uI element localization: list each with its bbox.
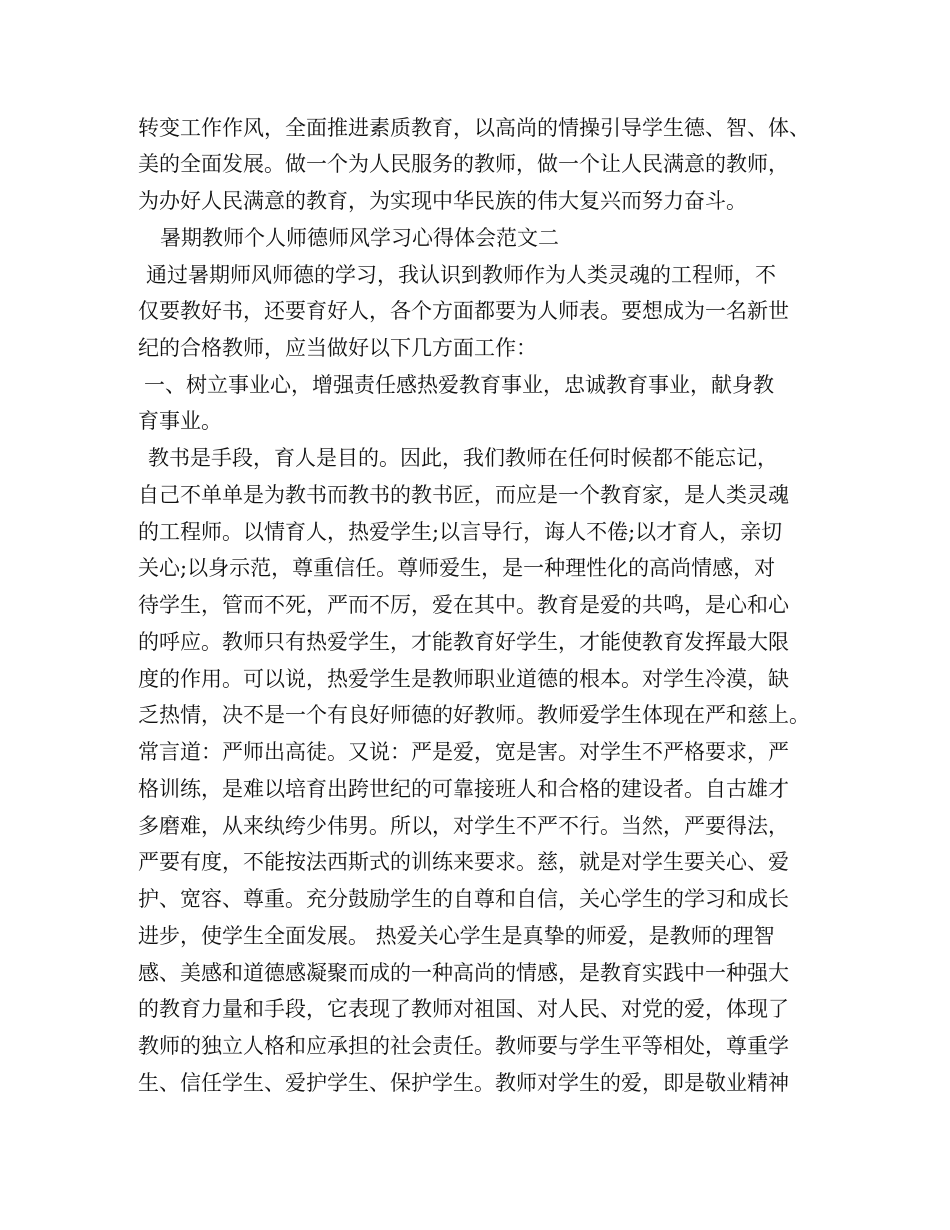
text-line: 待学生，管而不死，严而不厉，爱在其中。教育是爱的共鸣，是心和心	[138, 593, 789, 617]
text-line: 严要有度，不能按法西斯式的训练来要求。慈，就是对学生要关心、爱	[138, 850, 789, 874]
text-line: 仅要教好书，还要育好人，各个方面都要为人师表。要想成为一名新世	[138, 299, 789, 323]
text-line: 护、宽容、尊重。充分鼓励学生的自尊和自信，关心学生的学习和成长	[138, 887, 789, 911]
text-line: 关心;以身示范，尊重信任。尊师爱生，是一种理性化的高尚情感，对	[138, 556, 776, 580]
text-line: 教书是手段，育人是目的。因此，我们教师在任何时候都不能忘记，	[148, 446, 778, 470]
text-line: 转变工作作风，全面推进素质教育，以高尚的情操引导学生德、智、体、	[138, 116, 810, 140]
text-line: 乏热情，决不是一个有良好师德的好教师。教师爱学生体现在严和慈上。	[138, 703, 810, 727]
text-line: 生、信任学生、爱护学生、保护学生。教师对学生的爱，即是敬业精神	[138, 1071, 789, 1095]
text-line: 纪的合格教师，应当做好以下几方面工作：	[138, 336, 537, 360]
section-heading: 暑期教师个人师德师风学习心得体会范文二	[160, 226, 559, 250]
text-line: 美的全面发展。做一个为人民服务的教师，做一个让人民满意的教师，	[138, 152, 789, 176]
text-line: 的工程师。以情育人，热爱学生;以言导行，诲人不倦;以才育人，亲切	[138, 520, 783, 544]
text-line: 教师的独立人格和应承担的社会责任。教师要与学生平等相处，尊重学	[138, 1034, 789, 1058]
text-line: 通过暑期师风师德的学习，我认识到教师作为人类灵魂的工程师，不	[146, 263, 776, 287]
text-line: 度的作用。可以说，热爱学生是教师职业道德的根本。对学生冷漠，缺	[138, 667, 789, 691]
text-line: 的呼应。教师只有热爱学生，才能教育好学生，才能使教育发挥最大限	[138, 630, 789, 654]
text-line: 一、树立事业心，增强责任感热爱教育事业，忠诚教育事业，献身教	[144, 373, 774, 397]
text-line: 格训练，是难以培育出跨世纪的可靠接班人和合格的建设者。自古雄才	[138, 777, 789, 801]
text-line: 为办好人民满意的教育，为实现中华民族的伟大复兴而努力奋斗。	[138, 189, 747, 213]
text-line: 多磨难，从来纨绔少伟男。所以，对学生不严不行。当然，严要得法，	[138, 814, 789, 838]
text-line: 自己不单单是为教书而教书的教书匠，而应是一个教育家，是人类灵魂	[138, 483, 789, 507]
text-line: 育事业。	[138, 409, 222, 433]
text-line: 的教育力量和手段，它表现了教师对祖国、对人民、对党的爱，体现了	[138, 997, 789, 1021]
text-line: 感、美感和道德感凝聚而成的一种高尚的情感，是教育实践中一种强大	[138, 961, 789, 985]
text-line: 进步，使学生全面发展。 热爱关心学生是真挚的师爱，是教师的理智	[138, 924, 775, 948]
text-line: 常言道：严师出高徒。又说：严是爱，宽是害。对学生不严格要求，严	[138, 740, 789, 764]
